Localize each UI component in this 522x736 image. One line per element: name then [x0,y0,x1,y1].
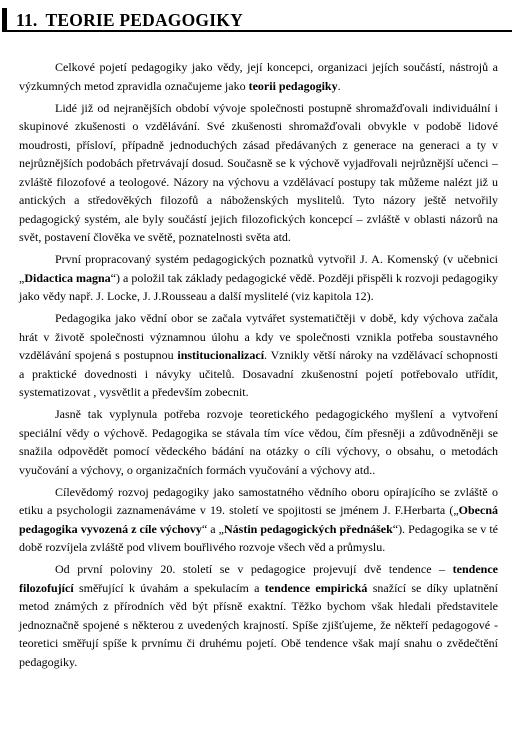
term-tendence-empiricka: tendence empirická [264,580,368,595]
paragraph-5-text: Jasně tak vyplynula potřeba rozvoje teoretického pedagogického myšlení a vytvoření speciální vědy o výchově. Pedagogika se stávala tím více vědou, čím přesněji a zdůvodněněji se snažila odpovědět pomocí vědeckého bádání na otázky o cíli výchovy, o obsahu, o metodách vyučování a výchovy, o organizačních formách vyučování a výchovy atd.. [19,407,498,477]
paragraph-2 [19,99,498,247]
term-institucionalizace: institucionalizací [177,348,265,362]
term-nastin-prednasek: Nástin pedagogických přednášek [223,521,393,536]
chapter-title: TEORIE PEDAGOGIKY [45,10,243,30]
paragraph-7-end: snažící se díky uplatnění metod známých z přírodních věd být přísně exaktní. Těžko bychom však hledali představitele jednoznačně spojené s některou z uvedených krajností. Spíše zjišťujeme, že někteří pedagogové - teoretici směřují spíše k prvnímu či druhému pojetí. Obě tendence však mají snahu o zvědečtění pedagogiky. [19,580,498,669]
paragraph-3-text: První propracovaný systém pedagogických poznatků vytvořil J. A. Komenský (v učebnici „ [19,252,498,285]
paragraph-4-text: Pedagogika jako vědní obor se začala vytvářet systematičtěji v době, kdy výchova začala hrát v životě společnosti významnou úlohu a kdy ve společnosti vznikla potřeba soustavného vzdělávání spojená s postupnou [19,311,498,362]
body-text [19,58,498,675]
paragraph-1-text: Celkové pojetí pedagogiky jako vědy, její koncepci, organizaci jejích součástí, nástrojů a výzkumných metod zpravidla označujeme jako [19,60,498,93]
paragraph-1-end: . [337,78,341,93]
chapter-heading [16,9,243,31]
paragraph-7-mid: směřující k úvahám a spekulacím a [73,580,265,595]
paragraph-4-end: . Vznikly větší nároky na vzdělávací schopnosti a praktické dovednosti i návyky učitelů. Dosavadní zkušenostní pojetí potřebovalo utřídit, systematizovat , vysvětlit a především zobecnit. [19,348,498,399]
term-teorie-pedagogiky: teorii pedagogiky [248,78,338,93]
paragraph-3 [19,250,498,306]
paragraph-6-end: “). Pedagogika se v té době rozvíjela zvláště pod vlivem bouřlivého rozvoje všech věd a průmyslu. [19,521,498,554]
chapter-number: 11. [16,10,38,30]
paragraph-6-mid: “ a „ [201,521,224,536]
paragraph-7-text: Od první poloviny 20. století se v pedagogice projevují dvě tendence – [55,562,453,576]
paragraph-5 [19,405,498,479]
paragraph-7 [19,560,498,671]
paragraph-4 [19,309,498,402]
term-didactica-magna: Didactica magna [24,270,111,285]
paragraph-6-text: Cílevědomý rozvoj pedagogiky jako samostatného vědního oboru opírajícího se zvláště o etiku a psychologii zaznamenáváme v 19. století ve spojitosti se jménem J. F.Herbarta („ [19,484,498,517]
term-tendence-filozofujici: tendence filozofující [19,562,498,595]
paragraph-2-text: Lidé již od nejranějších období vývoje společnosti postupně shromažďovali individuální i skupinové zkušenosti o vzdělávání. Své zkušenosti shromažďovali obvykle v podobě lidové moudrosti, přísloví, případně jednoduchých zásad předávaných z generace na generaci a ty v nejrůznějších podobách přetrvávají dosud. Současně se k výchově vyjadřovali nejrůznější učenci – zvláště filozofové a teologové. Názory na výchovu a vzdělávací postupy tak můžeme nalézt již u antických a středověkých filozofů a náboženských myslitelů. Tyto názory ještě netvořily pedagogický systém, ale byly součástí jejich filozofických koncepcí – zvláště v oblasti názorů na svět, postavení člověka ve světě, poznatelnosti světa atd. [19,100,498,244]
paragraph-1 [19,58,498,95]
paragraph-6 [19,483,498,557]
term-obecna-pedagogika: Obecná pedagogika vyvozená z cíle výchovy [19,503,498,536]
paragraph-3-end: “) a položil tak základy pedagogické vědě. Později přispěli k rozvoji pedagogiky jako vědy např. J. Locke, J. J.Rousseau a další myslitelé (viz kapitola 12). [19,270,498,303]
